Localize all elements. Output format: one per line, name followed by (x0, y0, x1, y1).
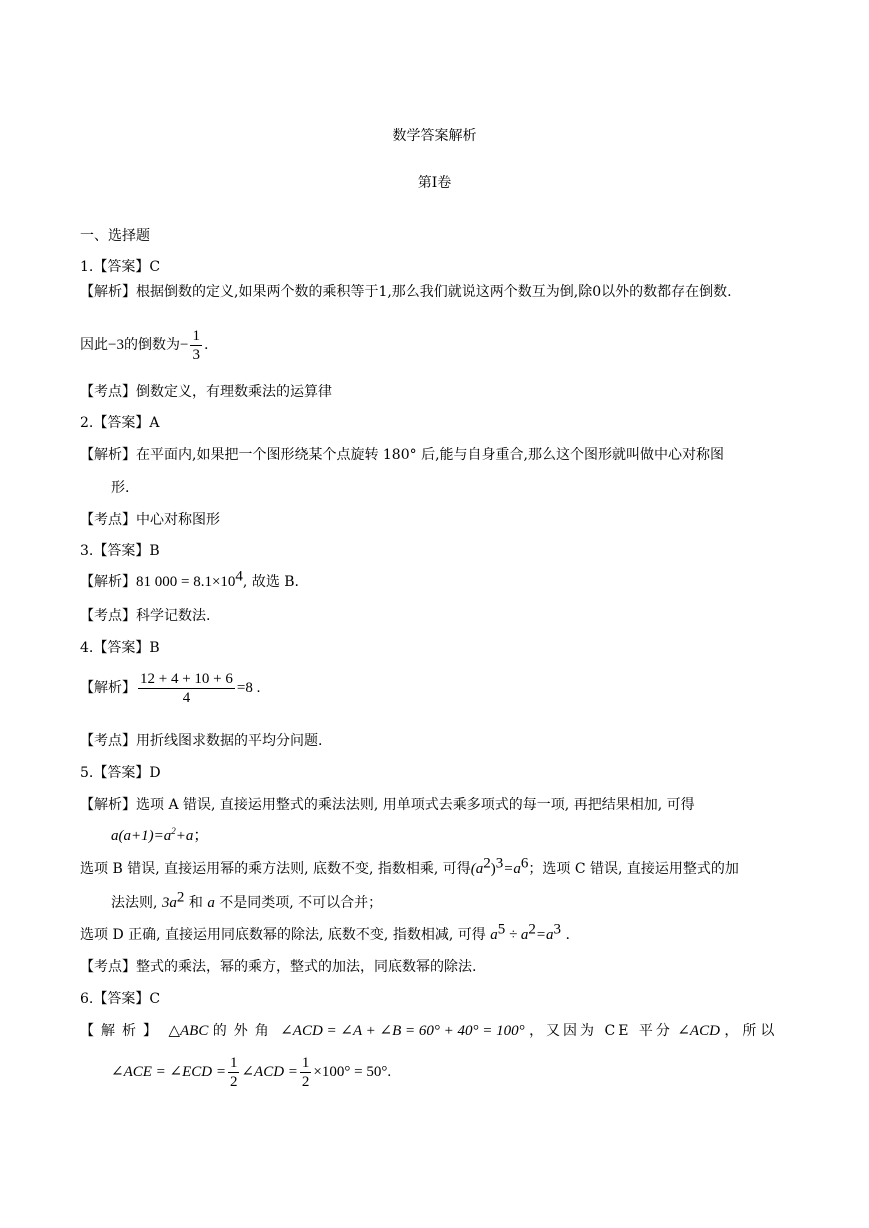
q5-line3-end: ；选项 C 错误, 直接运用整式的加 (528, 861, 739, 877)
q1-fraction-sign: − (179, 337, 189, 353)
q6-angle-equation: ∠ACD = ∠A + ∠B = 60° + 40° = 100° (280, 1023, 525, 1039)
q3-label: 【解析】 (80, 574, 136, 590)
q3-exponent: 4 (235, 568, 243, 585)
q1-explanation-line1: 【解析】根据倒数的定义,如果两个数的乘积等于1,那么我们就说这两个数互为倒,除0以外的数都存在倒数. (80, 284, 732, 300)
q1-number: −3 (108, 337, 124, 353)
q5-line3-m2: ) (490, 861, 496, 877)
q5-expr-a: a(a+1)=a (111, 828, 172, 844)
q5-explanation-line2 (111, 826, 208, 846)
q1-text-pre: 因此 (80, 337, 108, 353)
q1-fraction (190, 327, 202, 364)
q5-explanation-line4 (111, 889, 383, 913)
q2-explanation-line2: 形. (111, 480, 130, 496)
q5-line3-s3: 6 (520, 855, 529, 872)
q3-keypoint: 【考点】科学记数法. (80, 608, 211, 624)
q5-line4-pre: 法法则, (111, 895, 158, 911)
q3-explanation (80, 568, 300, 592)
q5-line5-m1: a (490, 927, 498, 943)
q6-fraction-1-numerator: 1 (229, 1055, 238, 1072)
q6-fraction-1 (228, 1054, 240, 1091)
q5-line3-s2: 3 (495, 855, 504, 872)
q6-triangle: △ABC (168, 1023, 209, 1039)
q1-explanation-line2 (80, 325, 208, 365)
q5-expr-sup: 2 (171, 826, 176, 836)
q5-answer: 5.【答案】D (80, 765, 161, 781)
q2-explanation-line1: 【解析】在平面内,如果把一个图形绕某个点旋转 180° 后,能与自身重合,那么这个图形就叫做中心对称图 (80, 447, 724, 463)
q5-expr-end: ； (193, 828, 209, 844)
q1-fraction-numerator: 1 (192, 327, 200, 344)
q6-text-2: ，又因为 CE 平分 (529, 1023, 673, 1039)
section-heading: 一、选择题 (80, 228, 150, 244)
q3-text-end: , 故选 B. (242, 574, 300, 590)
q6-text-1: 的外角 (212, 1023, 276, 1039)
q5-line5-pre: 选项 D 正确, 直接运用同底数幂的除法, 底数不变, 指数相减, 可得 (80, 927, 486, 943)
q5-line3-s1: 2 (483, 855, 491, 872)
q5-line5-end: . (565, 927, 570, 943)
q4-result: =8 . (236, 680, 261, 696)
q4-fraction-denominator: 4 (138, 688, 235, 707)
q5-explanation-line1: 【解析】选项 A 错误, 直接运用整式的乘法法则, 用单项式去乘多项式的每一项, 再把结果相加, 可得 (80, 797, 695, 813)
q5-line5-s2: 2 (528, 921, 536, 938)
q6-explanation-line1 (80, 1021, 778, 1041)
q6-line2-m2: ∠ACD = (241, 1064, 298, 1080)
q5-line4-m2: a (207, 895, 215, 911)
q5-line4-m1: 3a (161, 895, 177, 911)
q2-keypoint: 【考点】中心对称图形 (80, 512, 220, 528)
q3-answer: 3.【答案】B (80, 543, 160, 559)
q5-line5-m3: =a (535, 927, 554, 943)
q6-fraction-2-numerator: 1 (301, 1055, 310, 1072)
q4-fraction (138, 670, 235, 707)
q5-expr-b: +a (175, 828, 194, 844)
q4-fraction-numerator: 12 + 4 + 10 + 6 (140, 670, 233, 687)
q6-label: 【解析】 (80, 1023, 164, 1039)
q5-line3-m1: (a (470, 861, 484, 877)
q5-line5-s1: 5 (497, 921, 506, 938)
q6-text-3: ，所以 (724, 1023, 779, 1039)
q1-keypoint: 【考点】倒数定义，有理数乘法的运算律 (80, 384, 332, 400)
q1-answer: 1.【答案】C (80, 259, 161, 275)
q4-keypoint: 【考点】用折线图求数据的平均分问题. (80, 733, 323, 749)
q5-line4-end: 不是同类项, 不可以合并； (219, 895, 383, 911)
q1-text-mid: 的倒数为 (123, 337, 180, 353)
q6-line2-m3: ×100° = 50° (313, 1064, 388, 1080)
q5-line4-mid: 和 (188, 895, 203, 911)
doc-title: 数学答案解析 (392, 128, 477, 144)
q6-answer: 6.【答案】C (80, 991, 161, 1007)
q6-fraction-2 (300, 1054, 312, 1091)
q4-explanation (80, 666, 260, 710)
q5-line5-m2: ÷ a (505, 927, 529, 943)
q2-answer: 2.【答案】A (80, 415, 160, 431)
q4-answer: 4.【答案】B (80, 640, 160, 656)
q5-line4-s1: 2 (176, 889, 185, 906)
q5-line5-s3: 3 (553, 921, 562, 938)
volume-heading: 第Ⅰ卷 (417, 175, 452, 191)
q5-explanation-line5 (80, 921, 570, 945)
q6-angle-acd: ∠ACD (677, 1023, 720, 1039)
q1-fraction-denominator: 3 (192, 346, 200, 363)
q5-explanation-line3 (80, 855, 739, 879)
q1-text-end: . (203, 337, 209, 353)
q6-explanation-line2 (111, 1050, 391, 1094)
q4-label: 【解析】 (80, 680, 136, 696)
q6-line2-m1: ∠ACE = ∠ECD = (111, 1064, 226, 1080)
q6-line2-end: . (387, 1064, 392, 1080)
q5-line3-m3: =a (503, 861, 521, 877)
q5-keypoint: 【考点】整式的乘法，幂的乘方，整式的加法，同底数幂的除法. (80, 959, 477, 975)
q3-math: 81 000 = 8.1×10 (136, 574, 236, 590)
q6-fraction-1-denominator: 2 (229, 1074, 238, 1091)
q5-line3-pre: 选项 B 错误, 直接运用幂的乘方法则, 底数不变, 指数相乘, 可得 (80, 861, 471, 877)
q6-fraction-2-denominator: 2 (301, 1074, 310, 1091)
